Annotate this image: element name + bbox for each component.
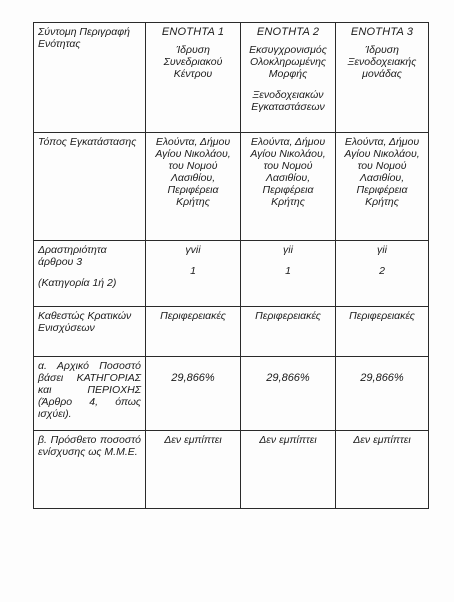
activity-label-note: (Κατηγορία 1ή 2) (38, 277, 117, 289)
unit-1-header (146, 23, 241, 133)
activity-unit-2 (241, 241, 336, 307)
activity-category-unit-1: 1 (190, 265, 196, 277)
extra-pct-unit-1: Δεν εμπίπτει (146, 431, 241, 509)
aid-units-table (33, 22, 429, 509)
unit-1-description: Ίδρυση Συνεδριακού Κέντρου (163, 44, 223, 80)
extra-pct-unit-3: Δεν εμπίπτει (336, 431, 429, 509)
regime-unit-3: Περιφερειακές (336, 307, 429, 357)
initial-pct-cell-3 (336, 357, 429, 431)
unit-2-description: Εκσυγχρονισμός Ολοκληρωμένης Μορφής (249, 44, 327, 80)
unit-2-title: ΕΝΟΤΗΤΑ 2 (256, 26, 320, 38)
row-label-activity (34, 241, 146, 307)
row-label-description: Σύντομη Περιγραφή Ενότητας (34, 23, 146, 133)
unit-3-title: ΕΝΟΤΗΤΑ 3 (350, 26, 414, 38)
row-label-extra-percentage: β. Πρόσθετο ποσοστό ενίσχυσης ως Μ.Μ.Ε. (34, 431, 146, 509)
location-unit-3: Ελούντα, Δήμου Αγίου Νικολάου, του Νομού Λασιθίου, Περιφέρεια Κρήτης (336, 133, 429, 241)
initial-pct-unit-2: 29,866% (266, 372, 310, 384)
initial-pct-cell-1 (146, 357, 241, 431)
unit-3-description: Ίδρυση Ξενοδοχειακής μονάδας (347, 44, 417, 80)
table-row-location (34, 133, 429, 241)
extra-pct-unit-2: Δεν εμπίπτει (241, 431, 336, 509)
location-unit-1: Ελούντα, Δήμου Αγίου Νικολάου, του Νομού Λασιθίου, Περιφέρεια Κρήτης (146, 133, 241, 241)
row-label-aid-regime: Καθεστώς Κρατικών Ενισχύσεων (34, 307, 146, 357)
unit-2-description-cont: Ξενοδοχειακών Εγκαταστάσεων (251, 89, 325, 113)
activity-code-unit-2: γii (283, 244, 293, 256)
location-unit-2: Ελούντα, Δήμου Αγίου Νικολάου, του Νομού Λασιθίου, Περιφέρεια Κρήτης (241, 133, 336, 241)
unit-3-header (336, 23, 429, 133)
table-row-initial-percentage (34, 357, 429, 431)
activity-unit-1 (146, 241, 241, 307)
table-row-description (34, 23, 429, 133)
activity-unit-3 (336, 241, 429, 307)
regime-unit-2: Περιφερειακές (241, 307, 336, 357)
unit-1-title: ΕΝΟΤΗΤΑ 1 (161, 26, 225, 38)
activity-label: Δραστηριότητα άρθρου 3 (38, 244, 107, 268)
regime-unit-1: Περιφερειακές (146, 307, 241, 357)
table-row-aid-regime (34, 307, 429, 357)
activity-category-unit-3: 2 (379, 265, 385, 277)
row-label-initial-percentage: α. Αρχικό Ποσοστό βάσει ΚΑΤΗΓΟΡΙΑΣ και ΠΕΡΙΟΧΗΣ (Άρθρο 4, όπως ισχύει). (34, 357, 146, 431)
table-row-activity (34, 241, 429, 307)
unit-2-header (241, 23, 336, 133)
activity-code-unit-3: γii (377, 244, 387, 256)
initial-pct-cell-2 (241, 357, 336, 431)
activity-code-unit-1: γvii (185, 244, 201, 256)
initial-pct-unit-1: 29,866% (171, 372, 215, 384)
row-label-location: Τόπος Εγκατάστασης (34, 133, 146, 241)
table-row-extra-percentage (34, 431, 429, 509)
activity-category-unit-2: 1 (285, 265, 291, 277)
initial-pct-unit-3: 29,866% (360, 372, 404, 384)
